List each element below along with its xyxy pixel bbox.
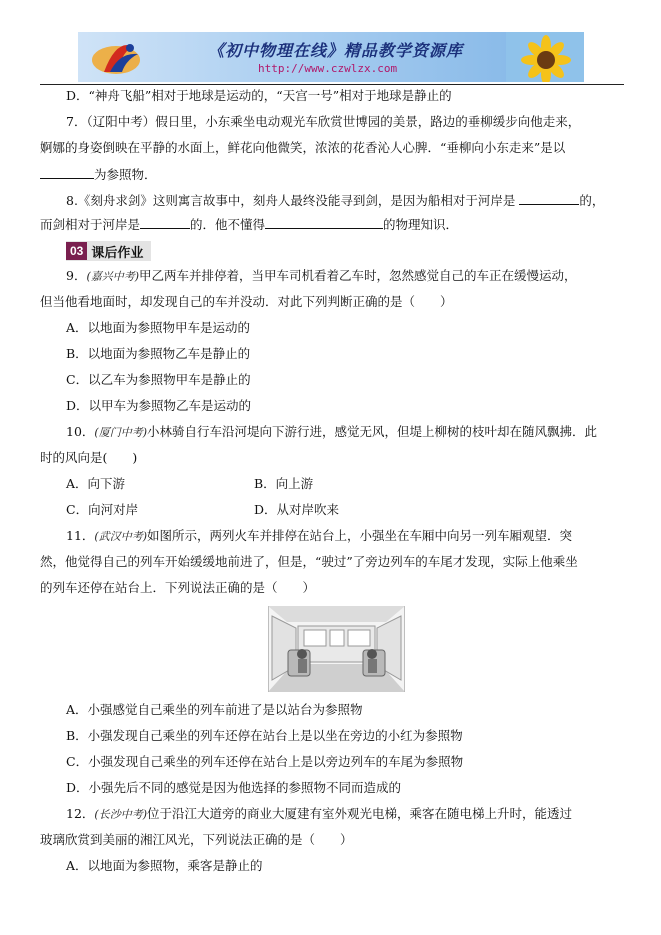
q11-line-3: 的列车还停在站台上．下列说法正确的是（ ）: [40, 580, 316, 595]
q8-line-2: 而剑相对于河岸是 的．他不懂得 的物理知识．: [40, 217, 459, 232]
q7-line-3: 为参照物．: [40, 166, 157, 183]
q8-line-1: 8.《刻舟求剑》这则寓言故事中，刻舟人最终没能寻到剑，是因为船相对于河岸是 的，: [66, 193, 605, 208]
q7-line-1: 7．（辽阳中考）假日里，小东乘坐电动观光车欣赏世博园的美景，路边的垂柳缓步向他走来，: [66, 114, 581, 129]
header-url[interactable]: http://www.czwlzx.com: [258, 62, 398, 75]
q9-option-A[interactable]: A．以地面为参照物甲车是运动的: [66, 320, 251, 335]
q10-line-1: 10．(厦门中考)小林骑自行车沿河堤向下游行进，感觉无风，但堤上柳树的枝叶却在随风飘拂．此: [66, 424, 598, 439]
q11-option-C[interactable]: C．小强发现自己乘坐的列车还停在站台上是以旁边列车的车尾为参照物: [66, 754, 464, 769]
q9-line-2: 但当他看地面时，却发现自己的车并没动．对此下列判断正确的是（ ）: [40, 294, 453, 309]
section-header: [66, 241, 151, 261]
q10-option-A[interactable]: A．向下游: [66, 476, 126, 491]
q9-line-1: 9．(嘉兴中考)甲乙两车并排停着，当甲车司机看着乙车时，忽然感觉自己的车正在缓慢运动，: [66, 268, 577, 283]
q10-line-2: 时的风向是( ): [40, 450, 138, 465]
header-rule: [40, 84, 624, 85]
header-title: 《初中物理在线》精品教学资源库: [208, 41, 464, 60]
q9-option-B[interactable]: B．以地面为参照物乙车是静止的: [66, 346, 251, 361]
section-title: 课后作业: [91, 244, 144, 260]
q9-option-C[interactable]: C．以乙车为参照物甲车是静止的: [66, 372, 251, 387]
answer-blank[interactable]: [265, 216, 383, 229]
q11-option-A[interactable]: A．小强感觉自己乘坐的列车前进了是以站台为参照物: [66, 702, 363, 717]
q11-line-1: 11．(武汉中考)如图所示，两列火车并排停在站台上，小强坐在车厢中向另一列车厢观望．突: [66, 528, 573, 543]
q11-line-2: 然，他觉得自己的列车开始缓缓地前进了，但是，“驶过”了旁边列车的车尾才发现，实际上他乘坐: [40, 554, 578, 569]
q12-line-1: 12．(长沙中考)位于沿江大道旁的商业大厦建有室外观光电梯，乘客在随电梯上升时，能透过: [66, 806, 573, 821]
q10-option-D[interactable]: D．从对岸吹来: [254, 502, 340, 517]
section-number: 03: [66, 242, 87, 260]
q9-option-D[interactable]: D．以甲车为参照物乙车是运动的: [66, 398, 252, 413]
answer-blank[interactable]: [40, 166, 94, 179]
header-banner: [78, 32, 584, 82]
q11-option-D[interactable]: D．小强先后不同的感觉是因为他选择的参照物不同而造成的: [66, 780, 402, 795]
answer-blank[interactable]: [140, 216, 190, 229]
q10-option-C[interactable]: C．向河对岸: [66, 502, 139, 517]
logo-icon: [86, 36, 156, 78]
sunflower-icon: [506, 32, 584, 82]
train-interior-figure: [268, 606, 405, 692]
q11-option-B[interactable]: B．小强发现自己乘坐的列车还停在站台上是以坐在旁边的小红为参照物: [66, 728, 463, 743]
q7-line-2: 婀娜的身姿倒映在平静的水面上，鲜花向他微笑，浓浓的花香沁人心脾．“垂柳向小东走来”是以: [40, 140, 566, 155]
q10-option-B[interactable]: B．向上游: [254, 476, 314, 491]
option-D-q6: D．“神舟飞船”相对于地球是运动的，“天宫一号”相对于地球是静止的: [66, 88, 452, 103]
q12-line-2: 玻璃欣赏到美丽的湘江风光，下列说法正确的是（ ）: [40, 832, 353, 847]
answer-blank[interactable]: [519, 192, 579, 205]
q12-option-A[interactable]: A．以地面为参照物，乘客是静止的: [66, 858, 263, 873]
